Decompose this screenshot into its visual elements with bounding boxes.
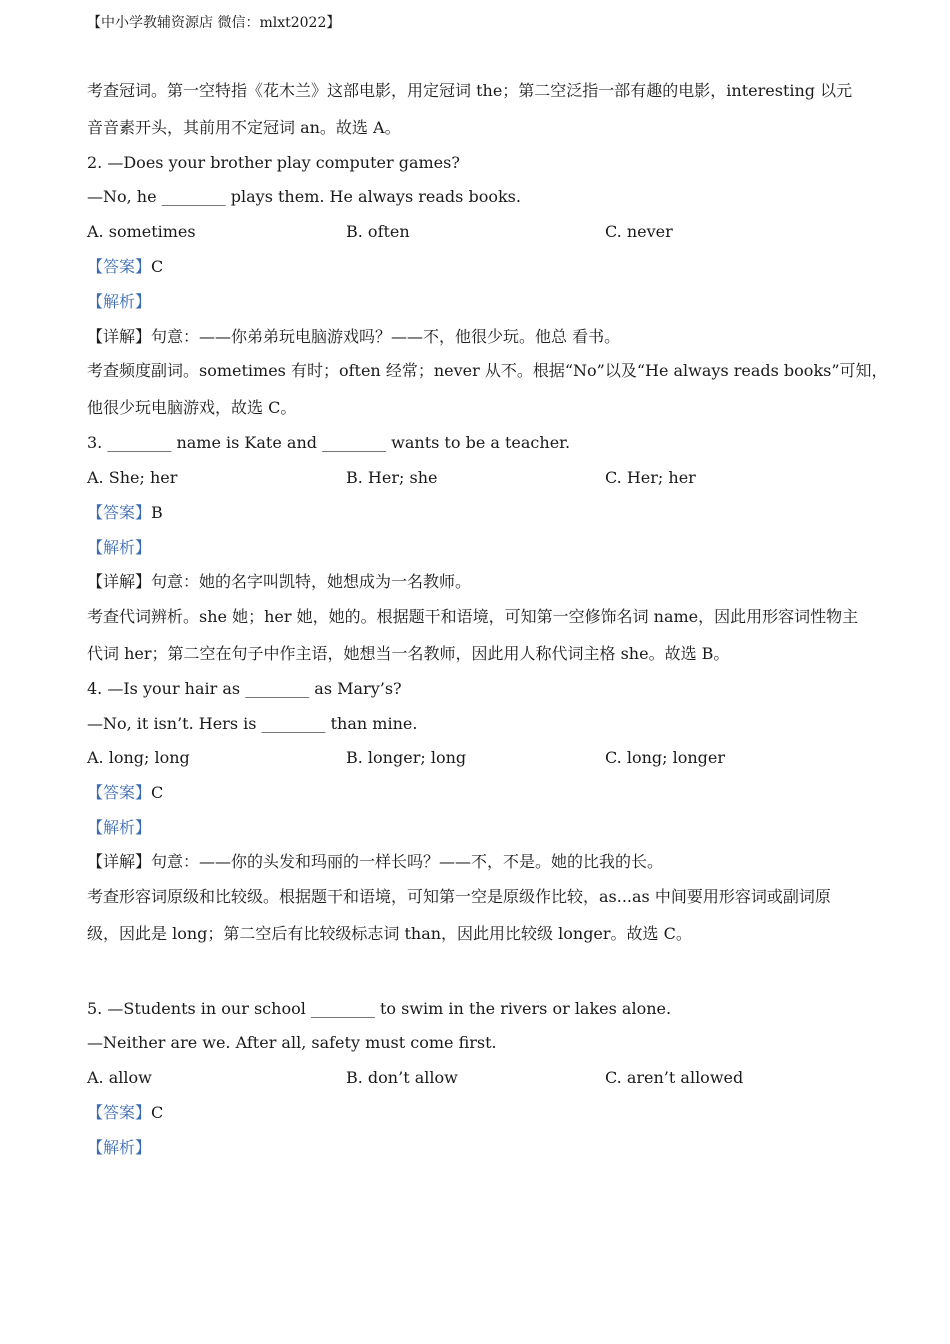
q3-option-a: A. She; her — [87, 468, 178, 487]
q5-analysis-label: 【解析】 — [87, 1138, 152, 1157]
q2-explanation-line1: 考查频度副词。sometimes 有时；often 经常；never 从不。根据“No”以及“He always reads books”可知， — [87, 361, 888, 380]
q2-line2: —No, he ________ plays them. He always reads books. — [87, 187, 521, 206]
q2-option-a: A. sometimes — [87, 222, 196, 241]
q2-answer — [87, 257, 163, 277]
q3-option-b: B. Her; she — [346, 468, 438, 487]
answer-value: C — [151, 257, 164, 276]
q3-explanation-line2: 代词 her；第二空在句子中作主语，她想当一名教师，因此用人称代词主格 she。故选 B。 — [87, 644, 730, 663]
q2-option-c: C. never — [605, 222, 673, 241]
answer-label: 【答案】 — [87, 503, 152, 522]
answer-label: 【答案】 — [87, 1103, 152, 1122]
q3-stem: 3. ________ name is Kate and ________ wants to be a teacher. — [87, 433, 571, 452]
q3-option-c: C. Her; her — [605, 468, 696, 487]
q4-explanation-line2: 级，因此是 long；第二空后有比较级标志词 than，因此用比较级 longer。故选 C。 — [87, 924, 692, 943]
page-header: 【中小学教辅资源店 微信：mlxt2022】 — [87, 15, 341, 31]
q1-explanation-line1: 考查冠词。第一空特指《花木兰》这部电影，用定冠词 the；第二空泛指一部有趣的电影，interesting 以元 — [87, 81, 853, 100]
q4-line2: —No, it isn’t. Hers is ________ than mine. — [87, 714, 418, 733]
q5-stem: 5. —Students in our school ________ to swim in the rivers or lakes alone. — [87, 999, 672, 1018]
q3-analysis-label: 【解析】 — [87, 538, 152, 557]
answer-value: C — [151, 1103, 164, 1122]
q4-option-b: B. longer; long — [346, 748, 467, 767]
q4-option-c: C. long; longer — [605, 748, 726, 767]
q4-detail: 【详解】句意：——你的头发和玛丽的一样长吗？——不，不是。她的比我的长。 — [87, 852, 664, 871]
q3-answer — [87, 503, 163, 523]
answer-value: B — [151, 503, 163, 522]
q2-option-b: B. often — [346, 222, 410, 241]
q2-analysis-label: 【解析】 — [87, 292, 152, 311]
q2-explanation-line2: 他很少玩电脑游戏，故选 C。 — [87, 398, 297, 417]
answer-label: 【答案】 — [87, 783, 152, 802]
q2-detail: 【详解】句意：——你弟弟玩电脑游戏吗？——不，他很少玩。他总 看书。 — [87, 327, 621, 346]
q4-option-a: A. long; long — [87, 748, 190, 767]
q5-option-a: A. allow — [87, 1068, 152, 1087]
answer-value: C — [151, 783, 164, 802]
q4-analysis-label: 【解析】 — [87, 818, 152, 837]
q5-answer — [87, 1103, 163, 1123]
q1-explanation-line2: 音音素开头，其前用不定冠词 an。故选 A。 — [87, 118, 401, 137]
q4-answer — [87, 783, 163, 803]
q4-explanation-line1: 考查形容词原级和比较级。根据题干和语境，可知第一空是原级作比较，as...as 中间要用形容词或副词原 — [87, 887, 831, 906]
q3-detail: 【详解】句意：她的名字叫凯特，她想成为一名教师。 — [87, 572, 472, 591]
answer-label: 【答案】 — [87, 257, 152, 276]
q5-line2: —Neither are we. After all, safety must come first. — [87, 1033, 497, 1052]
q5-option-c: C. aren’t allowed — [605, 1068, 744, 1087]
q2-stem: 2. —Does your brother play computer games? — [87, 153, 460, 172]
q4-stem: 4. —Is your hair as ________ as Mary’s? — [87, 679, 402, 698]
q3-explanation-line1: 考查代词辨析。she 她；her 她，她的。根据题干和语境，可知第一空修饰名词 name，因此用形容词性物主 — [87, 607, 859, 626]
q5-option-b: B. don’t allow — [346, 1068, 458, 1087]
